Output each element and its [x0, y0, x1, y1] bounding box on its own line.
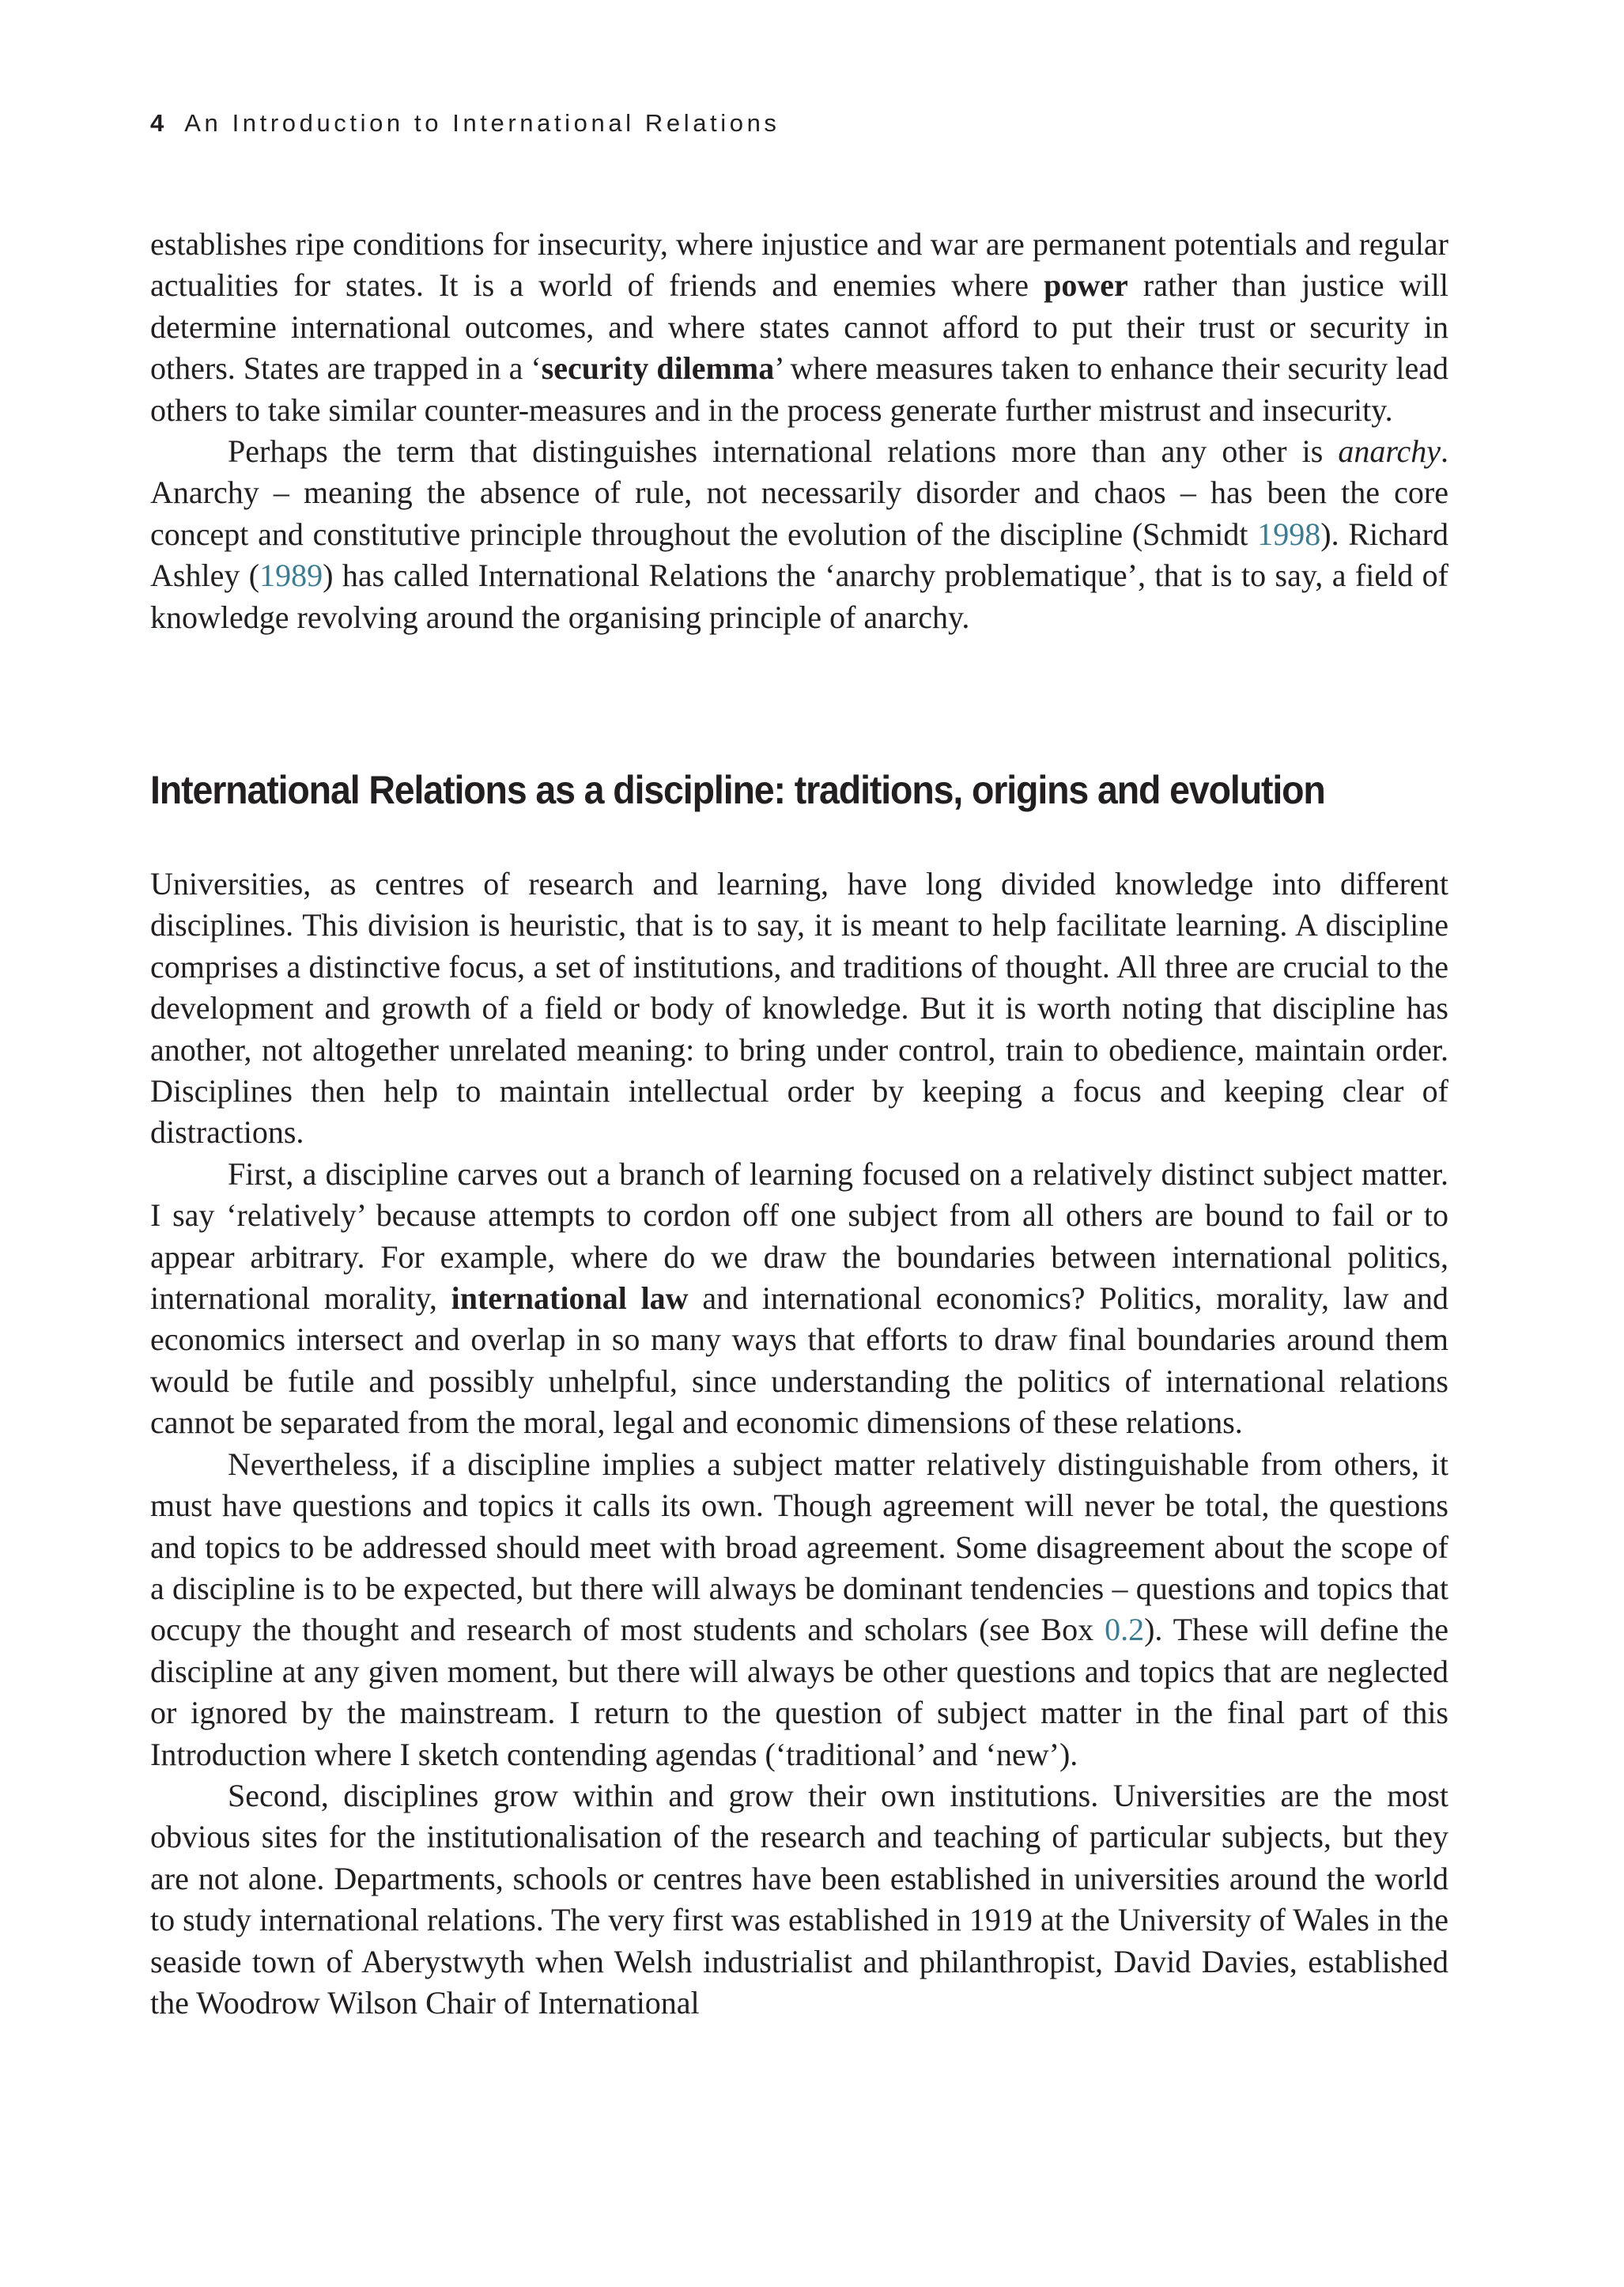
section-body	[150, 864, 1448, 2024]
key-term-power: power	[1044, 267, 1128, 304]
paragraph-institutions: Second, disciplines grow within and grow their own institutions. Universities are the most obvious sites for the institutionalisation of the research and teaching of particular subjects, but they are not alone. Departments, schools or centres have been established in universities around the world to study international relations. The very first was established in 1919 at the University of Wales in the seaside town of Aberystwyth when Welsh industrialist and philanthropist, David Davies, established the Woodrow Wilson Chair of International	[150, 1777, 1448, 2020]
paragraph-questions-topics: Nevertheless, if a discipline implies a subject matter relatively distinguishable from others, it must have questions and topics it calls its own. Though agreement will never be total, the questions and topics to be addressed should meet with broad agreement. Some disagreement about the scope of a discipline is to be expected, but there will always be dominant tendencies – questions and topics that occupy the thought and research of most students and scholars (see Box 0.2). These will define the discipline at any given moment, but there will always be other questions and topics that are neglected or ignored by the mainstream. I return to the question of subject matter in the final part of this Introduction where I sketch contending agendas (‘traditional’ and ‘new’).	[150, 1446, 1448, 1772]
key-term-security-dilemma: security dilemma	[541, 350, 775, 387]
key-term-international-law: international law	[451, 1280, 689, 1317]
paragraph-disciplines: Universities, as centres of research and learning, have long divided knowledge into different disciplines. This division is heuristic, that is to say, it is meant to help facilitate learning. A discipline comprises a distinctive focus, a set of institutions, and traditions of thought. All three are crucial to the development and growth of a field or body of knowledge. But it is worth noting that discipline has another, not altogether unrelated meaning: to bring under control, train to obedience, maintain order. Disciplines then help to maintain intellectual order by keeping a focus and keeping clear of distractions.	[150, 866, 1448, 1151]
opening-text	[150, 224, 1448, 638]
citation-link-schmidt-1998[interactable]: 1998	[1257, 516, 1321, 552]
book-title: An Introduction to International Relations	[184, 109, 780, 137]
section-heading: International Relations as a discipline: traditions, origins and evolution	[150, 768, 1325, 812]
paragraph-anarchy: Perhaps the term that distinguishes international relations more than any other is anarchy. Anarchy – meaning the absence of rule, not necessarily disorder and chaos – has been the core concept and constitutive principle throughout the evolution of the discipline (Schmidt 1998). Richard Ashley (1989) has called International Relations the ‘anarchy problematique’, that is to say, a field of knowledge revolving around the organising principle of anarchy.	[150, 433, 1448, 635]
page-number: 4	[150, 109, 164, 137]
paragraph-subject-matter: First, a discipline carves out a branch of learning focused on a relatively distinct subject matter. I say ‘relatively’ because attempts to cordon off one subject from all others are bound to fail or to appear arbitrary. For example, where do we draw the boundaries between international politics, international morality, international law and international economics? Politics, morality, law and economics intersect and overlap in so many ways that efforts to draw final boundaries around them would be futile and possibly unhelpful, since understanding the politics of international relations cannot be separated from the moral, legal and economic dimensions of these relations.	[150, 1155, 1449, 1441]
running-head	[150, 109, 780, 138]
paragraph-security-dilemma: establishes ripe conditions for insecurity, where injustice and war are permanent potentials and regular actualities for states. It is a world of friends and enemies where power rather than justice will determine international outcomes, and where states cannot afford to put their trust or security in others. States are trapped in a ‘security dilemma’ where measures taken to enhance their security lead others to take similar counter-measures and in the process generate further mistrust and insecurity.	[150, 226, 1448, 428]
emphasis-anarchy: anarchy	[1338, 433, 1441, 470]
citation-link-ashley-1989[interactable]: 1989	[259, 558, 323, 594]
box-reference-link[interactable]: 0.2	[1105, 1612, 1145, 1648]
